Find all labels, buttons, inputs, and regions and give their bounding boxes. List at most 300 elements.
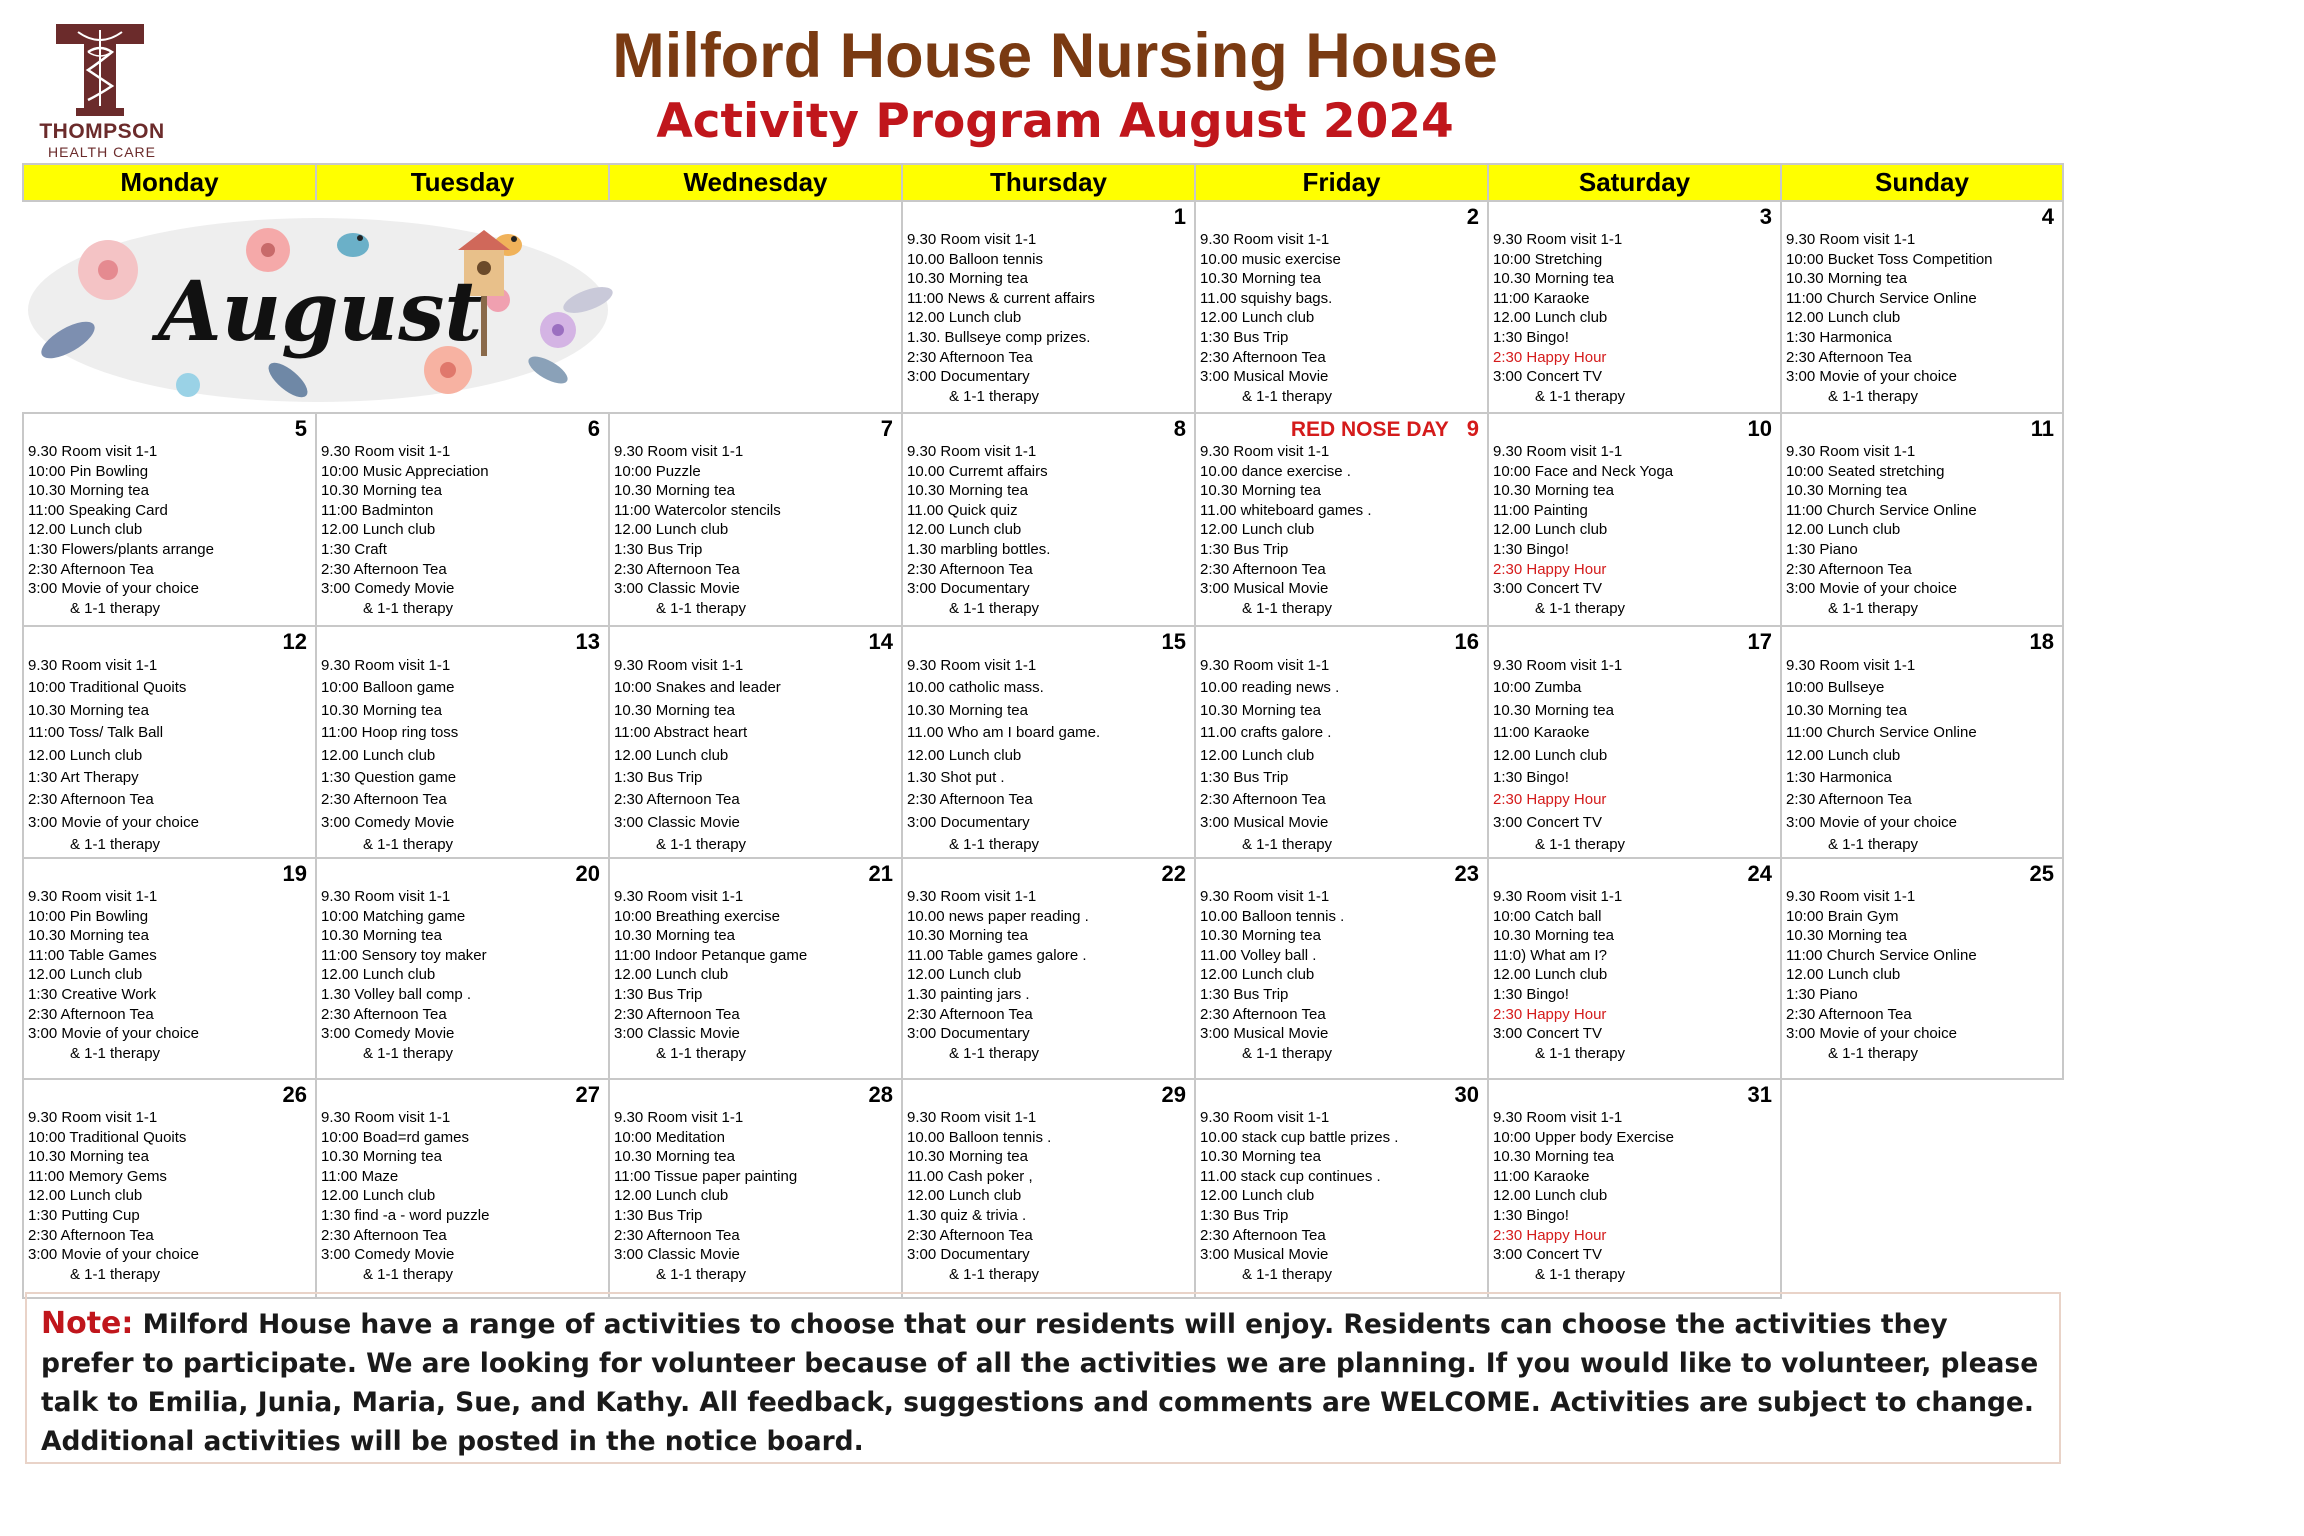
weekday-header: Thursday — [902, 164, 1195, 201]
activity-item: & 1-1 therapy — [656, 836, 747, 854]
activity-item: 12.00 Lunch club — [1493, 521, 1608, 539]
activity-item: 1:30 Bingo! — [1493, 769, 1569, 787]
calendar-day-cell — [316, 858, 609, 1079]
activity-item: 11:00 Church Service Online — [1786, 724, 1977, 742]
activity-item: 11:00 Karaoke — [1493, 724, 1590, 742]
activity-item: 1:30 Bus Trip — [614, 769, 703, 787]
activity-item: 2:30 Afternoon Tea — [321, 560, 447, 578]
logo-caduceus-icon — [54, 22, 146, 118]
activity-item: 3:00 Documentary — [907, 368, 1030, 386]
activity-item: 10:00 Upper body Exercise — [1493, 1128, 1674, 1146]
activity-item: 11:00 Watercolor stencils — [614, 501, 781, 519]
calendar-day-cell — [316, 413, 609, 626]
activity-item: 11.00 Volley ball . — [1200, 946, 1317, 964]
activity-item: 12.00 Lunch club — [1786, 746, 1901, 764]
activity-item: & 1-1 therapy — [70, 1044, 161, 1062]
august-script-text: August — [158, 264, 483, 360]
activity-item: 11.00 Cash poker , — [907, 1167, 1033, 1185]
activity-item: 12.00 Lunch club — [907, 1187, 1022, 1205]
day-number — [903, 859, 1194, 887]
activity-item: 10:00 Music Appreciation — [321, 462, 489, 480]
activity-item: 10.30 Morning tea — [1493, 270, 1614, 288]
day-number — [903, 627, 1194, 655]
activity-item: 9.30 Room visit 1-1 — [321, 888, 451, 905]
activity-item: 9.30 Room visit 1-1 — [1493, 888, 1623, 905]
activity-item: 9.30 Room visit 1-1 — [1200, 1109, 1330, 1126]
day-number-value: 26 — [282, 1082, 307, 1107]
activity-item: 2:30 Afternoon Tea — [1200, 560, 1326, 578]
activity-item: 12.00 Lunch club — [614, 746, 729, 764]
calendar-day-cell — [902, 201, 1195, 413]
day-number — [610, 627, 901, 655]
logo-tagline: HEALTH CARE — [48, 144, 156, 160]
activity-item: 1:30 find -a - word puzzle — [321, 1206, 490, 1224]
activity-item: 1:30 Creative Work — [28, 985, 157, 1003]
note-box — [25, 1292, 2061, 1464]
day-number — [903, 1080, 1194, 1108]
activity-item: 3:00 Concert TV — [1493, 1025, 1602, 1043]
activity-item: 10:00 Brain Gym — [1786, 907, 1899, 925]
activity-item: 9.30 Room visit 1-1 — [907, 443, 1037, 460]
activity-item: 11.00 whiteboard games . — [1200, 501, 1372, 519]
activity-item: 10.30 Morning tea — [907, 482, 1028, 500]
activity-item: 12.00 Lunch club — [28, 521, 143, 539]
activity-item: 12.00 Lunch club — [28, 966, 143, 984]
activity-item: & 1-1 therapy — [1535, 599, 1626, 617]
activity-item: 3:00 Documentary — [907, 1025, 1030, 1043]
activity-item: 1:30 Harmonica — [1786, 769, 1892, 787]
activity-item: 9.30 Room visit 1-1 — [321, 1109, 451, 1126]
activity-item: & 1-1 therapy — [363, 1044, 454, 1062]
activity-item: 1:30 Bingo! — [1493, 540, 1569, 558]
activity-item: 1:30 Bus Trip — [1200, 985, 1289, 1003]
activity-item: 12.00 Lunch club — [321, 746, 436, 764]
special-day-label: RED NOSE DAY — [1290, 418, 1449, 441]
activity-item: 10.00 stack cup battle prizes . — [1200, 1128, 1399, 1146]
day-number-value: 6 — [587, 416, 600, 441]
day-number-value: 5 — [294, 416, 307, 441]
calendar-day-cell — [1488, 201, 1781, 413]
activity-item: 9.30 Room visit 1-1 — [28, 1109, 158, 1126]
activity-item: 10:00 Pin Bowling — [28, 462, 149, 480]
day-number — [1489, 202, 1780, 230]
activity-item: 9.30 Room visit 1-1 — [1786, 888, 1916, 905]
activity-item: 1.30 quiz & trivia . — [907, 1206, 1027, 1224]
activity-item: & 1-1 therapy — [1535, 387, 1626, 405]
activity-item: 10.30 Morning tea — [1786, 482, 1907, 500]
calendar-empty-cell — [1781, 1079, 2063, 1298]
calendar-day-cell — [1195, 626, 1488, 858]
day-number-value: 19 — [282, 861, 307, 886]
activity-item: 11:0) What am I? — [1493, 946, 1607, 964]
activity-item: 11:00 Abstract heart — [614, 724, 748, 742]
calendar-day-cell — [902, 858, 1195, 1079]
activity-item: 11:00 Hoop ring toss — [321, 724, 459, 742]
activity-item: 12.00 Lunch club — [1493, 746, 1608, 764]
activity-item: 3:00 Concert TV — [1493, 813, 1602, 831]
activity-item: 2:30 Afternoon Tea — [1786, 560, 1912, 578]
activity-item: 12.00 Lunch club — [1200, 309, 1315, 327]
calendar-week-row — [23, 858, 2063, 1079]
activity-item: 1:30 Bus Trip — [614, 985, 703, 1003]
calendar-week-row — [23, 413, 2063, 626]
activity-item: 12.00 Lunch club — [321, 521, 436, 539]
calendar-day-cell — [23, 1079, 316, 1298]
activity-item: & 1-1 therapy — [1535, 836, 1626, 854]
calendar-day-cell — [1781, 858, 2063, 1079]
activity-item: 10:00 Matching game — [321, 907, 466, 925]
day-number — [317, 627, 608, 655]
activity-item: 10.30 Morning tea — [907, 927, 1028, 945]
activity-item: 12.00 Lunch club — [614, 1187, 729, 1205]
activity-item: 3:00 Movie of your choice — [1786, 580, 1957, 598]
activity-item: & 1-1 therapy — [1828, 1044, 1919, 1062]
activity-item: & 1-1 therapy — [1828, 836, 1919, 854]
activity-item: 3:00 Classic Movie — [614, 1025, 740, 1043]
activity-item: & 1-1 therapy — [363, 599, 454, 617]
activity-item: 2:30 Happy Hour — [1493, 1226, 1607, 1244]
calendar-day-cell — [1488, 413, 1781, 626]
activity-item: 10:00 Balloon game — [321, 679, 455, 697]
activity-item: 12.00 Lunch club — [1493, 309, 1608, 327]
day-number — [24, 1080, 315, 1108]
activity-item: 2:30 Afternoon Tea — [907, 1226, 1033, 1244]
day-number — [610, 414, 901, 442]
activity-item: 12.00 Lunch club — [614, 521, 729, 539]
activity-item: 11:00 Indoor Petanque game — [614, 946, 808, 964]
day-number — [317, 859, 608, 887]
day-number-value: 3 — [1759, 204, 1772, 229]
day-number — [317, 414, 608, 442]
activity-item: 12.00 Lunch club — [614, 966, 729, 984]
activity-item: 10:00 Zumba — [1493, 679, 1582, 697]
calendar-day-cell — [609, 626, 902, 858]
activity-item: 3:00 Documentary — [907, 813, 1030, 831]
weekday-header: Friday — [1195, 164, 1488, 201]
day-number-value: 30 — [1454, 1082, 1479, 1107]
activity-item: 2:30 Afternoon Tea — [1786, 348, 1912, 366]
activity-item: 11:00 Badminton — [321, 501, 434, 519]
calendar-week-row — [23, 1079, 2063, 1298]
logo-name: THOMPSON — [39, 120, 165, 143]
activity-item: 3:00 Musical Movie — [1200, 580, 1329, 598]
activity-item: 11.00 crafts galore . — [1200, 724, 1332, 742]
activity-item: 10.30 Morning tea — [1786, 701, 1907, 719]
activity-item: 11.00 stack cup continues . — [1200, 1167, 1381, 1185]
activity-item: 12.00 Lunch club — [1200, 746, 1315, 764]
day-number-value: 23 — [1454, 861, 1479, 886]
calendar-day-cell — [316, 1079, 609, 1298]
activity-item: 3:00 Classic Movie — [614, 580, 740, 598]
activity-item: 11:00 Tissue paper painting — [614, 1167, 798, 1185]
activity-item: 10:00 Boad=rd games — [321, 1128, 470, 1146]
activity-item: & 1-1 therapy — [1242, 599, 1333, 617]
activity-item: 1.30 Volley ball comp . — [321, 985, 472, 1003]
activity-item: 2:30 Afternoon Tea — [614, 791, 740, 809]
activity-item: 1:30 Art Therapy — [28, 769, 139, 787]
activity-item: 10.30 Morning tea — [1786, 927, 1907, 945]
activity-item: 9.30 Room visit 1-1 — [1786, 231, 1916, 248]
activity-item: 11:00 Church Service Online — [1786, 289, 1977, 307]
activity-item: 10.30 Morning tea — [614, 701, 735, 719]
activity-item: 12.00 Lunch club — [1200, 966, 1315, 984]
activity-item: & 1-1 therapy — [363, 836, 454, 854]
activity-item: 11.00 Quick quiz — [907, 501, 1018, 519]
activity-item: 10.30 Morning tea — [321, 482, 442, 500]
day-number-value: 15 — [1161, 629, 1186, 654]
day-number — [610, 859, 901, 887]
activity-item: 12.00 Lunch club — [1200, 521, 1315, 539]
day-number — [1489, 414, 1780, 442]
calendar-day-cell — [1195, 201, 1488, 413]
activity-item: 9.30 Room visit 1-1 — [907, 888, 1037, 905]
activity-item: 3:00 Comedy Movie — [321, 1025, 455, 1043]
activity-item: & 1-1 therapy — [656, 1265, 747, 1283]
activity-item: 2:30 Afternoon Tea — [28, 1005, 154, 1023]
activity-item: 10.30 Morning tea — [321, 1148, 442, 1166]
activity-item: 9.30 Room visit 1-1 — [1786, 657, 1916, 674]
activity-item: 1.30. Bullseye comp prizes. — [907, 328, 1091, 346]
activity-item: 9.30 Room visit 1-1 — [614, 1109, 744, 1126]
activity-item: 10:00 Pin Bowling — [28, 907, 149, 925]
calendar-day-cell — [902, 626, 1195, 858]
activity-item: 1:30 Bus Trip — [1200, 1206, 1289, 1224]
activity-item: 10.00 music exercise — [1200, 250, 1341, 268]
activity-item: 2:30 Happy Hour — [1493, 1005, 1607, 1023]
calendar-day-cell — [1195, 858, 1488, 1079]
activity-item: 9.30 Room visit 1-1 — [321, 657, 451, 674]
activity-item: 10.30 Morning tea — [907, 1148, 1028, 1166]
activity-item: 3:00 Classic Movie — [614, 813, 740, 831]
activity-item: 3:00 Movie of your choice — [28, 1246, 199, 1264]
activity-item: 9.30 Room visit 1-1 — [614, 657, 744, 674]
activity-item: 10:00 Stretching — [1493, 250, 1603, 268]
activity-item: 12.00 Lunch club — [1493, 1187, 1608, 1205]
day-number — [1196, 202, 1487, 230]
activity-item: 10:00 Snakes and leader — [614, 679, 781, 697]
day-number — [1782, 202, 2062, 230]
activity-item: 10.30 Morning tea — [907, 270, 1028, 288]
activity-item: 10.00 Balloon tennis — [907, 250, 1043, 268]
activity-item: 3:00 Comedy Movie — [321, 813, 455, 831]
activity-item: 1:30 Bus Trip — [1200, 769, 1289, 787]
activity-item: 10.30 Morning tea — [1493, 701, 1614, 719]
activity-item: 1:30 Harmonica — [1786, 328, 1892, 346]
activity-item: 11.00 Table games galore . — [907, 946, 1087, 964]
activity-item: 1:30 Flowers/plants arrange — [28, 540, 214, 558]
activity-item: 1:30 Putting Cup — [28, 1206, 140, 1224]
activity-item: 10.00 news paper reading . — [907, 907, 1089, 925]
calendar-day-cell — [1781, 626, 2063, 858]
activity-item: 9.30 Room visit 1-1 — [1200, 657, 1330, 674]
day-number — [317, 1080, 608, 1108]
day-number-value: 20 — [575, 861, 600, 886]
day-number — [1782, 414, 2062, 442]
activity-item: 2:30 Happy Hour — [1493, 560, 1607, 578]
activity-item: 10.00 Balloon tennis . — [907, 1128, 1052, 1146]
page-title: Milford House Nursing House — [612, 21, 1498, 91]
activity-item: 10.30 Morning tea — [28, 927, 149, 945]
day-number — [1196, 414, 1487, 442]
day-number — [24, 627, 315, 655]
activity-item: 2:30 Afternoon Tea — [1786, 791, 1912, 809]
activity-item: 9.30 Room visit 1-1 — [907, 231, 1037, 248]
activity-item: 10.30 Morning tea — [1493, 482, 1614, 500]
activity-item: 2:30 Afternoon Tea — [907, 791, 1033, 809]
activity-item: 2:30 Afternoon Tea — [614, 1005, 740, 1023]
weekday-header: Wednesday — [609, 164, 902, 201]
activity-item: 9.30 Room visit 1-1 — [1493, 231, 1623, 248]
activity-item: 10.30 Morning tea — [1200, 701, 1321, 719]
activity-item: 3:00 Movie of your choice — [28, 1025, 199, 1043]
activity-item: 2:30 Afternoon Tea — [1200, 1226, 1326, 1244]
weekday-header: Monday — [23, 164, 316, 201]
activity-item: 10.00 Curremt affairs — [907, 462, 1048, 480]
weekday-header: Saturday — [1488, 164, 1781, 201]
day-number — [1782, 859, 2062, 887]
calendar-day-cell — [23, 858, 316, 1079]
activity-item: 1:30 Bus Trip — [1200, 328, 1289, 346]
note-text: Milford House have a range of activities to choose that our residents will enjoy. Residents can choose the activities they prefer to participate. We are looking for volunteer because of all the activities we are planning. If you would like to volunteer, please talk to Emilia, Junia, Maria, Sue, and Kathy. All feedback, suggestions and comments are WELCOME. Activities are subject to change. Additional activities will be posted in the notice board. — [41, 1309, 2039, 1457]
calendar-day-cell — [1781, 413, 2063, 626]
activity-item: & 1-1 therapy — [949, 1044, 1040, 1062]
activity-item: 10.00 catholic mass. — [907, 679, 1044, 697]
activity-item: 9.30 Room visit 1-1 — [614, 443, 744, 460]
activity-item: 2:30 Afternoon Tea — [1200, 791, 1326, 809]
activity-item: 2:30 Afternoon Tea — [1786, 1005, 1912, 1023]
activity-item: 11:00 Painting — [1493, 501, 1588, 519]
activity-item: 3:00 Concert TV — [1493, 368, 1602, 386]
activity-item: 12.00 Lunch club — [321, 966, 436, 984]
activity-item: & 1-1 therapy — [363, 1265, 454, 1283]
calendar-day-cell — [1195, 413, 1488, 626]
activity-item: 11:00 Memory Gems — [28, 1167, 167, 1185]
activity-item: 10.00 dance exercise . — [1200, 462, 1351, 480]
calendar-day-cell — [902, 1079, 1195, 1298]
activity-item: 3:00 Documentary — [907, 580, 1030, 598]
calendar-day-cell — [609, 413, 902, 626]
calendar-day-cell — [902, 413, 1195, 626]
activity-item: 9.30 Room visit 1-1 — [1493, 657, 1623, 674]
activity-item: 10.30 Morning tea — [28, 701, 149, 719]
activity-item: 2:30 Afternoon Tea — [907, 1005, 1033, 1023]
activity-item: 9.30 Room visit 1-1 — [1200, 231, 1330, 248]
activity-item: & 1-1 therapy — [1535, 1044, 1626, 1062]
activity-item: 1.30 marbling bottles. — [907, 540, 1051, 558]
activity-item: 12.00 Lunch club — [1493, 966, 1608, 984]
activity-item: & 1-1 therapy — [1242, 1265, 1333, 1283]
activity-item: 3:00 Movie of your choice — [1786, 813, 1957, 831]
activity-item: 12.00 Lunch club — [321, 1187, 436, 1205]
activity-item: 2:30 Afternoon Tea — [28, 1226, 154, 1244]
activity-item: 10.30 Morning tea — [1200, 1148, 1321, 1166]
activity-item: 11:00 Table Games — [28, 946, 157, 964]
activity-item: 10:00 Seated stretching — [1786, 462, 1945, 480]
activity-item: 3:00 Musical Movie — [1200, 813, 1329, 831]
activity-item: & 1-1 therapy — [1242, 836, 1333, 854]
activity-item: 11.00 Who am I board game. — [907, 724, 1101, 742]
day-number — [903, 202, 1194, 230]
activity-item: & 1-1 therapy — [949, 836, 1040, 854]
activity-item: 9.30 Room visit 1-1 — [1200, 888, 1330, 905]
activity-item: 12.00 Lunch club — [1200, 1187, 1315, 1205]
activity-item: 2:30 Happy Hour — [1493, 791, 1607, 809]
activity-item: 3:00 Movie of your choice — [1786, 1025, 1957, 1043]
activity-item: & 1-1 therapy — [1535, 1265, 1626, 1283]
activity-item: 12.00 Lunch club — [907, 746, 1022, 764]
activity-item: 10.30 Morning tea — [614, 927, 735, 945]
day-number — [1489, 859, 1780, 887]
activity-item: & 1-1 therapy — [70, 599, 161, 617]
activity-item: 9.30 Room visit 1-1 — [614, 888, 744, 905]
day-number — [903, 414, 1194, 442]
day-number — [1196, 1080, 1487, 1108]
activity-item: 3:00 Movie of your choice — [1786, 368, 1957, 386]
activity-item: & 1-1 therapy — [1242, 1044, 1333, 1062]
activity-item: 12.00 Lunch club — [1786, 521, 1901, 539]
activity-item: 10.30 Morning tea — [907, 701, 1028, 719]
day-number — [1196, 859, 1487, 887]
day-number — [24, 859, 315, 887]
day-number-value: 1 — [1173, 204, 1186, 229]
activity-item: 1:30 Craft — [321, 540, 387, 558]
activity-item: 2:30 Afternoon Tea — [907, 560, 1033, 578]
activity-item: 10:00 Catch ball — [1493, 907, 1602, 925]
calendar-day-cell — [316, 626, 609, 858]
activity-item: 12.00 Lunch club — [1786, 309, 1901, 327]
activity-item: 1:30 Piano — [1786, 540, 1858, 558]
activity-item: 3:00 Comedy Movie — [321, 580, 455, 598]
activity-item: 3:00 Classic Movie — [614, 1246, 740, 1264]
activity-item: 2:30 Afternoon Tea — [614, 1226, 740, 1244]
activity-item: 11:00 Toss/ Talk Ball — [28, 724, 164, 742]
calendar-day-cell — [1781, 201, 2063, 413]
activity-item: & 1-1 therapy — [70, 836, 161, 854]
activity-item: 10.30 Morning tea — [1200, 927, 1321, 945]
activity-item: 12.00 Lunch club — [1786, 966, 1901, 984]
calendar-week-row — [23, 626, 2063, 858]
activity-item: 9.30 Room visit 1-1 — [28, 443, 158, 460]
activity-item: 3:00 Musical Movie — [1200, 1246, 1329, 1264]
activity-item: 2:30 Afternoon Tea — [1200, 348, 1326, 366]
activity-item: 10.30 Morning tea — [1200, 482, 1321, 500]
day-number-value: 12 — [282, 629, 307, 654]
calendar-day-cell — [609, 1079, 902, 1298]
activity-item: 1:30 Bus Trip — [614, 540, 703, 558]
activity-item: 11:00 Karaoke — [1493, 289, 1590, 307]
activity-item: 10.30 Morning tea — [614, 482, 735, 500]
activity-item: 11:00 Maze — [321, 1167, 399, 1185]
activity-item: 1:30 Bus Trip — [614, 1206, 703, 1224]
activity-item: 10.00 reading news . — [1200, 679, 1340, 697]
weekday-header-row — [23, 164, 2063, 201]
day-number-value: 21 — [868, 861, 893, 886]
activity-item: 12.00 Lunch club — [907, 309, 1022, 327]
day-number-value: 7 — [880, 416, 893, 441]
activity-item: 10:00 Traditional Quoits — [28, 1128, 187, 1146]
activity-item: 2:30 Afternoon Tea — [321, 791, 447, 809]
activity-item: & 1-1 therapy — [1828, 387, 1919, 405]
activity-item: 1:30 Bingo! — [1493, 328, 1569, 346]
activity-item: 9.30 Room visit 1-1 — [1200, 443, 1330, 460]
calendar-empty-cell — [609, 201, 902, 413]
calendar-day-cell — [23, 413, 316, 626]
activity-item: 11:00 Church Service Online — [1786, 946, 1977, 964]
activity-item: 3:00 Movie of your choice — [28, 813, 199, 831]
activity-item: 10.30 Morning tea — [28, 1148, 149, 1166]
activity-item: 11:00 Speaking Card — [28, 501, 168, 519]
activity-item: 2:30 Afternoon Tea — [1200, 1005, 1326, 1023]
